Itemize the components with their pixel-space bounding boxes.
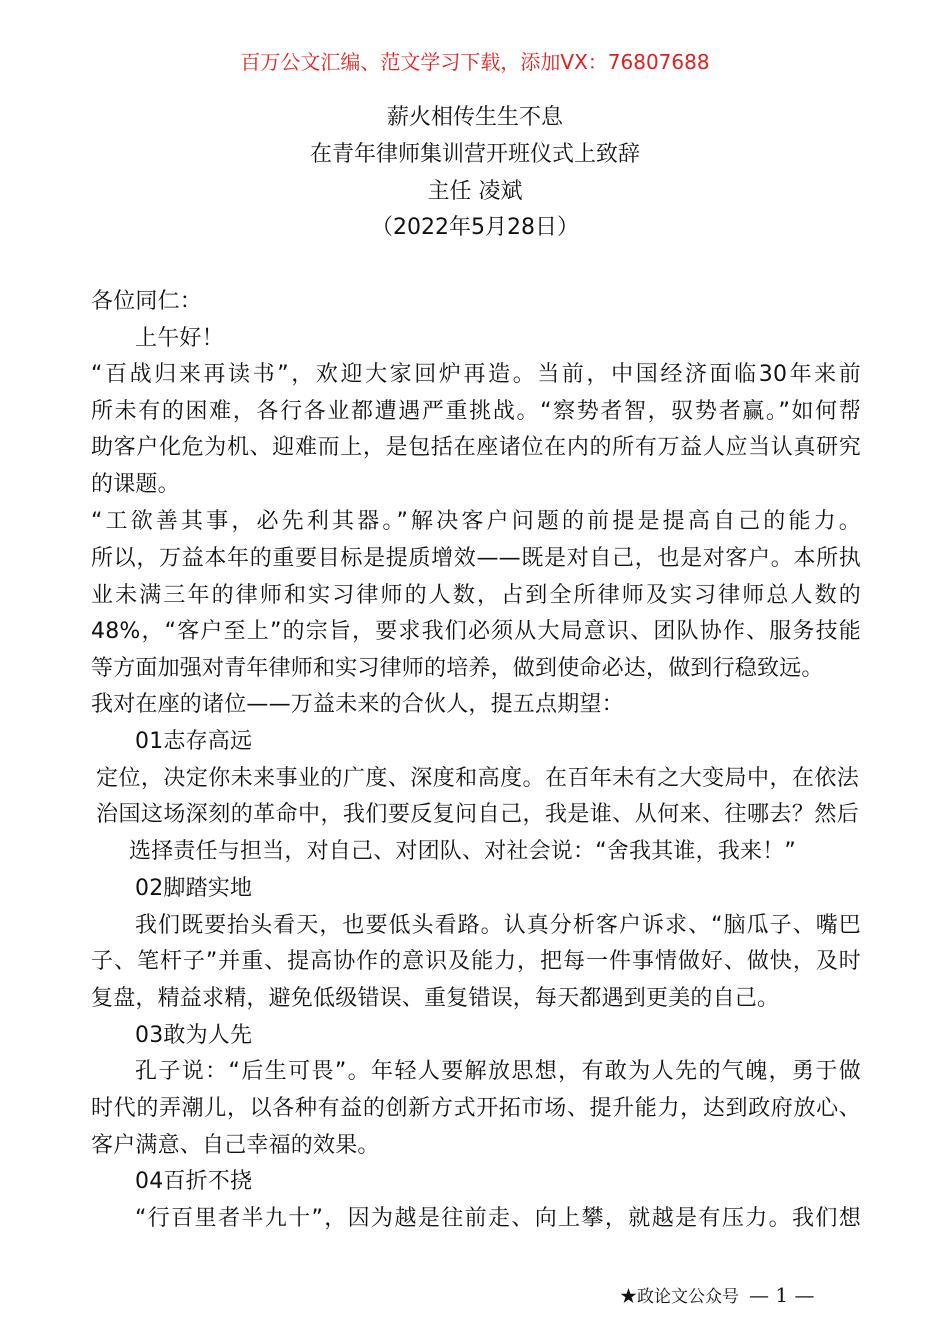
paragraph-line: 时代的弄潮儿，以各种有益的创新方式开拓市场、提升能力，达到政府放心、 [91, 1096, 861, 1121]
page-number: — 1 — [749, 1283, 815, 1307]
document-title: 薪火相传生生不息 [386, 105, 563, 130]
section-heading: 03敢为人先 [135, 1023, 253, 1048]
page-footer [620, 1282, 814, 1307]
document-author: 主任 凌斌 [427, 179, 523, 204]
paragraph-line: 助客户化危为机、迎难而上，是包括在座诸位在内的所有万益人应当认真研究 [91, 435, 861, 460]
paragraph-line: 孔子说：“后生可畏”。年轻人要解放思想，有敢为人先的气魄，勇于做 [135, 1059, 861, 1084]
paragraph-line: 子、笔杆子”并重、提高协作的意识及能力，把每一件事情做好、做快，及时 [91, 949, 861, 974]
header-ad-text: 百万公文汇编、范文学习下载，添加VX：76807688 [240, 50, 710, 74]
paragraph-line: 所未有的困难，各行各业都遭遇严重挑战。“察势者智，驭势者赢。”如何帮 [91, 399, 861, 424]
paragraph-line: 我们既要抬头看天，也要低头看路。认真分析客户诉求、“脑瓜子、嘴巴 [135, 913, 861, 938]
paragraph-line: 业未满三年的律师和实习律师的人数，占到全所律师及实习律师总人数的 [91, 583, 861, 608]
paragraph-line: 我对在座的诸位——万益未来的合伙人，提五点期望： [91, 692, 624, 717]
paragraph-line: 所以，万益本年的重要目标是提质增效——既是对自己，也是对客户。本所执 [91, 546, 861, 571]
paragraph-line: 选择责任与担当，对自己、对团队、对社会说：“舍我其谁，我来！” [129, 839, 796, 864]
section-heading: 04百折不挠 [135, 1169, 253, 1194]
paragraph-line: 等方面加强对青年律师和实习律师的培养，做到使命必达，做到行稳致远。 [91, 656, 824, 681]
paragraph-line: 客户满意、自己幸福的效果。 [91, 1133, 380, 1158]
paragraph-line: “行百里者半九十”，因为越是往前走、向上攀，就越是有压力。我们想 [135, 1206, 861, 1231]
paragraph-line: 48%，“客户至上”的宗旨，要求我们必须从大局意识、团队协作、服务技能 [91, 619, 861, 644]
paragraph-line: 定位，决定你未来事业的广度、深度和高度。在百年未有之大变局中，在依法 [96, 766, 859, 791]
document-subtitle: 在青年律师集训营开班仪式上致辞 [309, 142, 640, 167]
paragraph-line: 治国这场深刻的革命中，我们要反复问自己，我是谁、从何来、往哪去？然后 [96, 802, 859, 827]
greeting: 上午好！ [135, 326, 224, 351]
paragraph-line: 复盘，精益求精，避免低级错误、重复错误，每天都遇到更美的自己。 [91, 986, 780, 1011]
section-heading: 02脚踏实地 [135, 876, 253, 901]
paragraph-line: 的课题。 [91, 472, 180, 497]
paragraph-line: “百战归来再读书”，欢迎大家回炉再造。当前，中国经济面临30年来前 [91, 362, 861, 387]
section-heading: 01志存高远 [135, 729, 253, 754]
paragraph-line: “工欲善其事，必先利其器。”解决客户问题的前提是提高自己的能力。 [91, 509, 861, 534]
document-date: （2022年5月28日） [371, 215, 579, 240]
salutation: 各位同仁： [91, 289, 203, 314]
footer-source: ★政论文公众号 [620, 1287, 739, 1307]
